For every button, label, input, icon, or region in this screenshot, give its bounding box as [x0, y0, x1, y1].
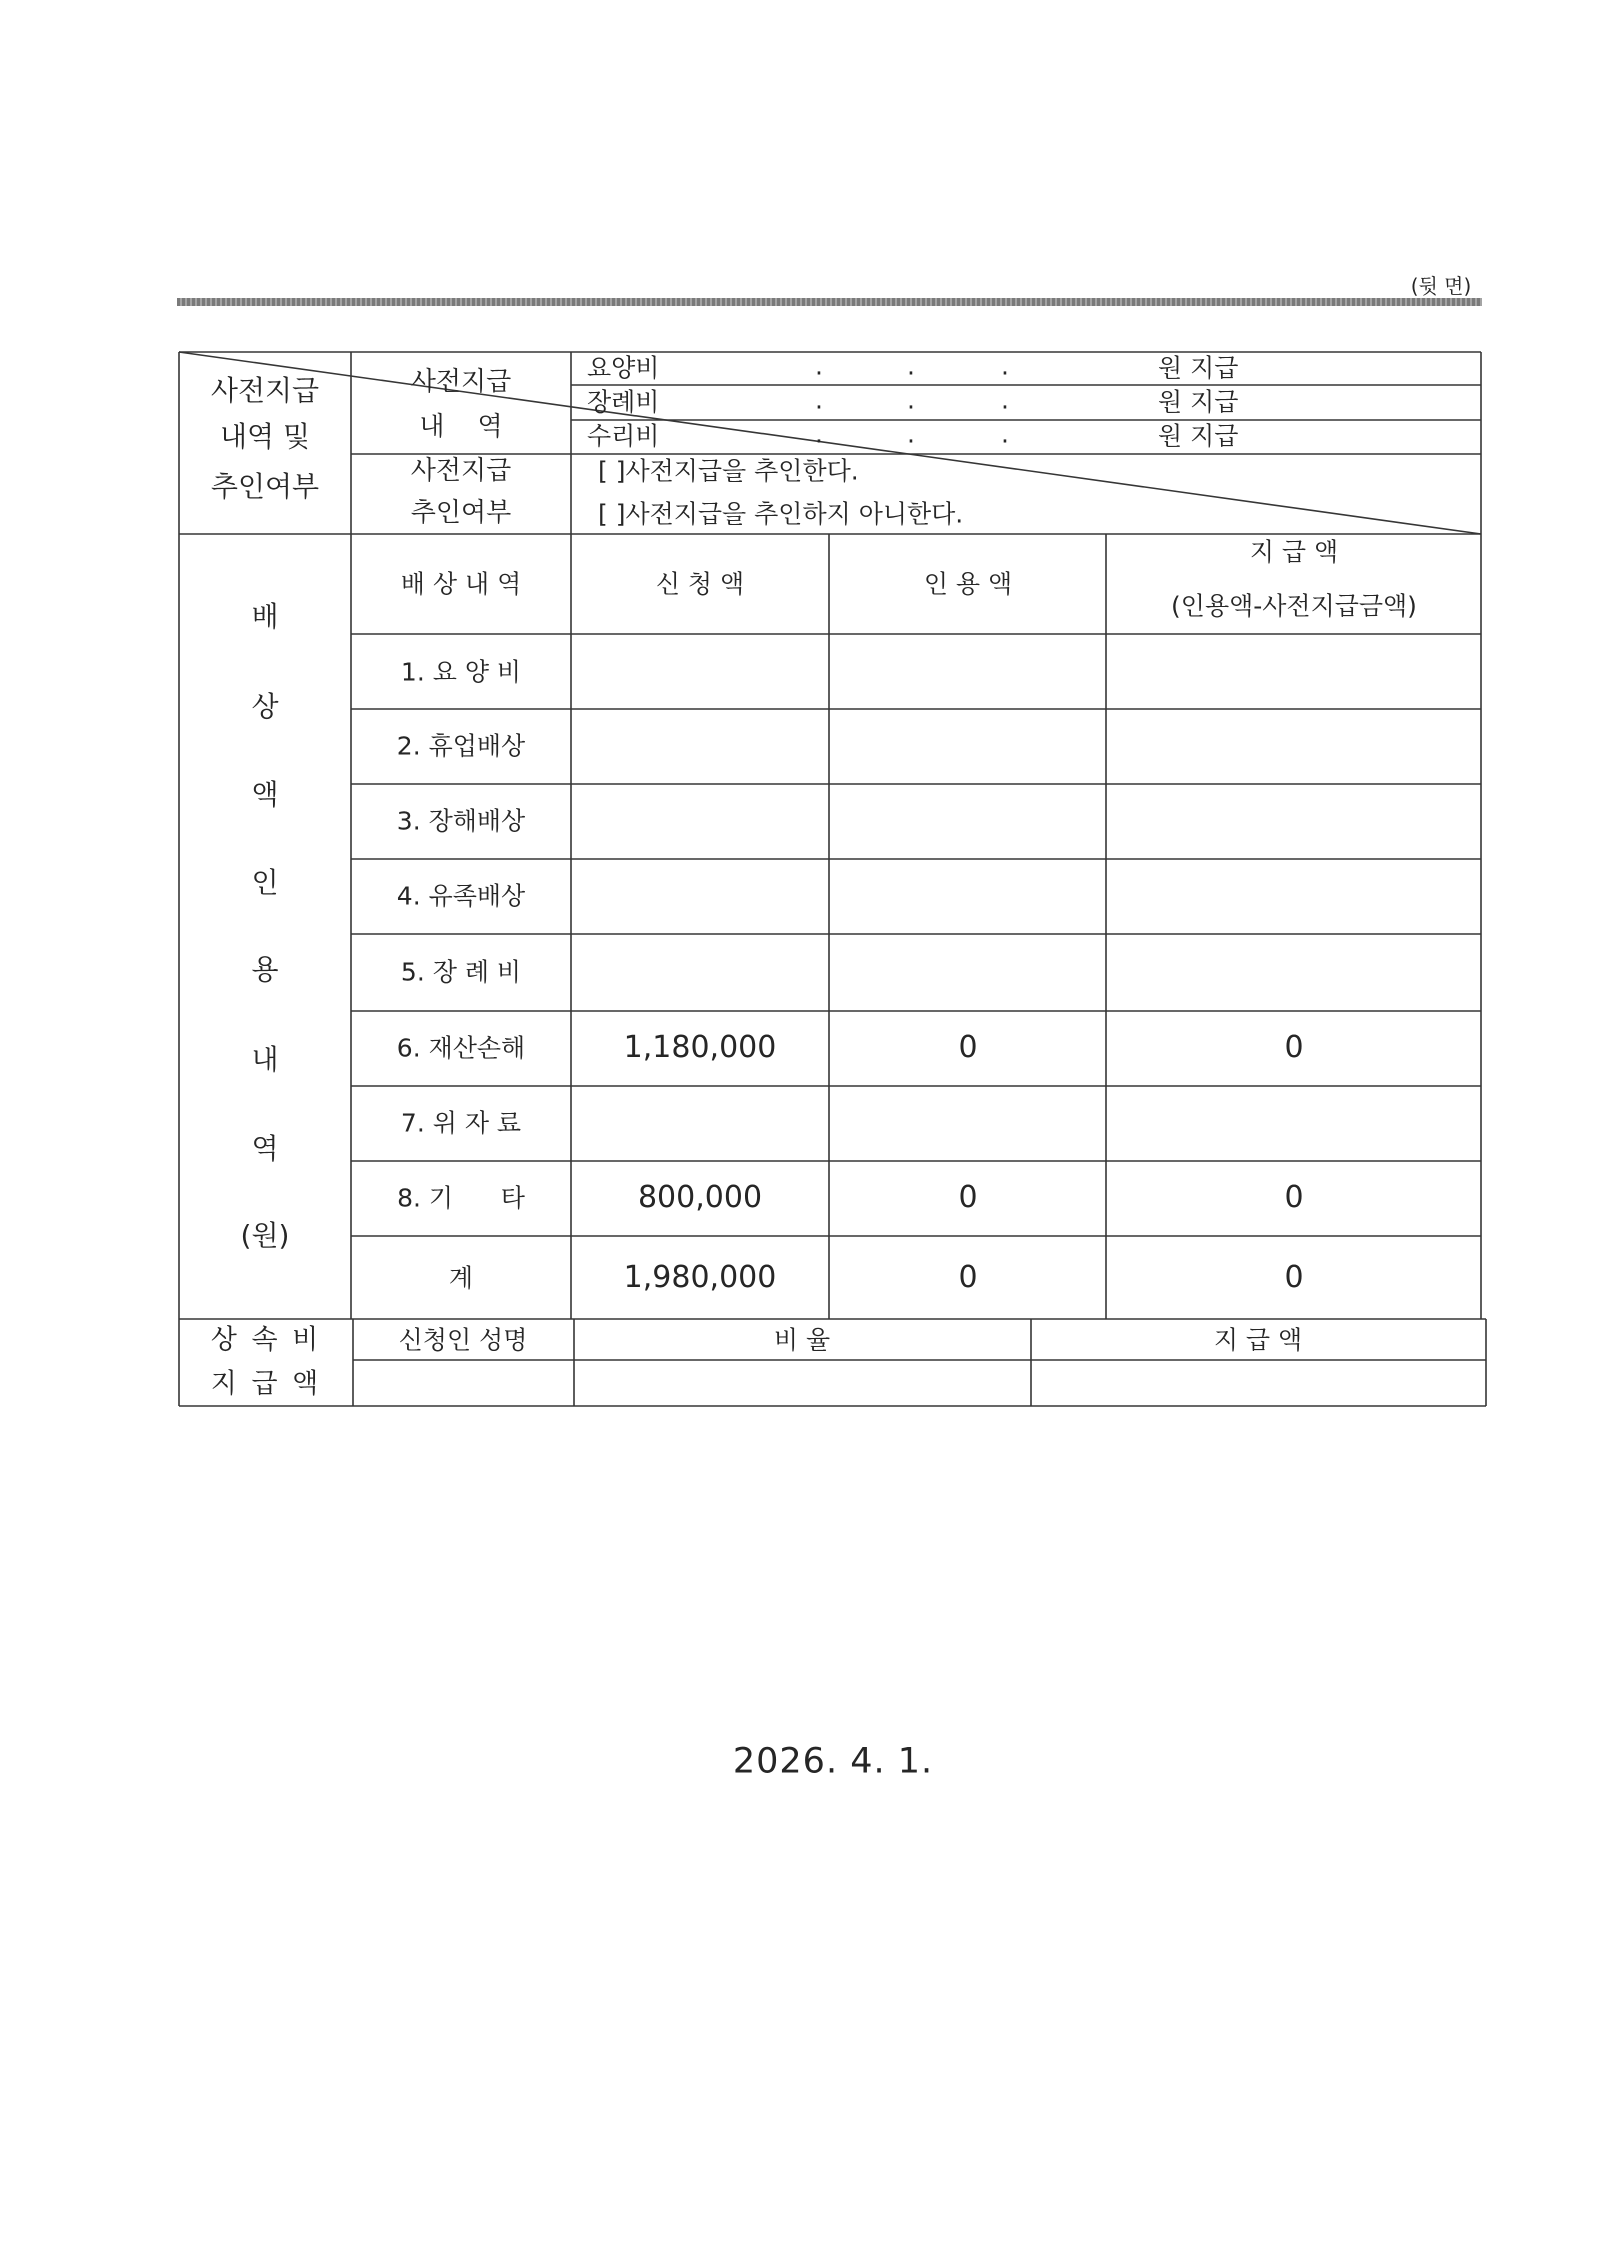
date-separator-mark: .: [907, 385, 915, 415]
date-separator-mark: .: [907, 419, 915, 449]
damages-section-label-char: 내: [251, 1043, 279, 1076]
payment-amount-cell: 0: [1284, 1180, 1304, 1215]
advance-item-suffix: 원 지급: [1158, 387, 1239, 417]
column-header-payment-note: (인용액-사전지급금액): [1171, 591, 1417, 621]
damages-section-label-char: (원): [240, 1219, 290, 1252]
damage-item-label: 3. 장해배상: [396, 806, 526, 836]
approved-amount-cell: 0: [958, 1180, 978, 1215]
damage-item-label: 8. 기 타: [397, 1183, 525, 1213]
date-separator-mark: .: [1001, 351, 1009, 381]
damage-item-label: 7. 위 자 료: [400, 1108, 522, 1138]
column-header-payment: 지 급 액: [1213, 1325, 1303, 1355]
advance-details-label: 내 역: [419, 412, 503, 442]
advance-section-label: 추인여부: [210, 470, 320, 503]
advance-item-name: 장례비: [587, 387, 660, 417]
damages-section-label-char: 배: [251, 600, 279, 633]
payment-total-cell: 0: [1284, 1260, 1304, 1295]
inheritance-section-label: 상 속 비: [210, 1324, 322, 1356]
advance-item-suffix: 원 지급: [1158, 353, 1239, 383]
damage-total-label: 계: [448, 1263, 474, 1293]
inheritance-section-label: 지 급 액: [210, 1368, 322, 1400]
document-date: 2026. 4. 1.: [732, 1741, 934, 1782]
date-separator-mark: .: [815, 419, 823, 449]
approval-label: 사전지급: [410, 456, 512, 486]
date-separator-mark: .: [907, 351, 915, 381]
damages-section-label-char: 역: [251, 1132, 279, 1165]
column-header-item: 배 상 내 역: [400, 569, 522, 599]
page-side-label: (뒷 면): [1410, 274, 1472, 298]
date-separator-mark: .: [815, 385, 823, 415]
requested-amount-cell: 800,000: [637, 1180, 763, 1215]
advance-details-label: 사전지급: [410, 367, 512, 397]
approval-label: 추인여부: [410, 498, 512, 528]
advance-section-label: 사전지급: [210, 374, 320, 407]
damage-item-label: 1. 요 양 비: [400, 657, 522, 687]
damages-section-label-char: 인: [251, 866, 279, 899]
approval-option-approve: [ ]사전지급을 추인한다.: [598, 456, 859, 486]
column-header-payment: 지 급 액: [1249, 537, 1339, 567]
date-separator-mark: .: [815, 351, 823, 381]
column-header-ratio: 비 율: [773, 1325, 831, 1355]
date-separator-mark: .: [1001, 385, 1009, 415]
advance-section-label: 내역 및: [219, 420, 311, 453]
advance-item-suffix: 원 지급: [1158, 421, 1239, 451]
column-header-requested: 신 청 액: [655, 569, 745, 599]
damage-item-label: 6. 재산손해: [396, 1033, 526, 1063]
requested-total-cell: 1,980,000: [623, 1260, 777, 1295]
damage-item-label: 5. 장 례 비: [400, 957, 522, 987]
damages-section-label-char: 액: [251, 778, 279, 811]
column-header-applicant-name: 신청인 성명: [398, 1325, 528, 1355]
advance-item-name: 요양비: [587, 353, 660, 383]
approved-amount-cell: 0: [958, 1030, 978, 1065]
damages-section-label-char: 상: [251, 690, 279, 723]
damages-section-label-char: 용: [251, 953, 279, 986]
approval-option-reject: [ ]사전지급을 추인하지 아니한다.: [598, 499, 964, 529]
damage-item-label: 2. 휴업배상: [396, 731, 526, 761]
requested-amount-cell: 1,180,000: [623, 1030, 777, 1065]
approved-total-cell: 0: [958, 1260, 978, 1295]
column-header-approved: 인 용 액: [923, 569, 1013, 599]
advance-item-name: 수리비: [587, 421, 660, 451]
payment-amount-cell: 0: [1284, 1030, 1304, 1065]
date-separator-mark: .: [1001, 419, 1009, 449]
damage-item-label: 4. 유족배상: [396, 881, 526, 911]
